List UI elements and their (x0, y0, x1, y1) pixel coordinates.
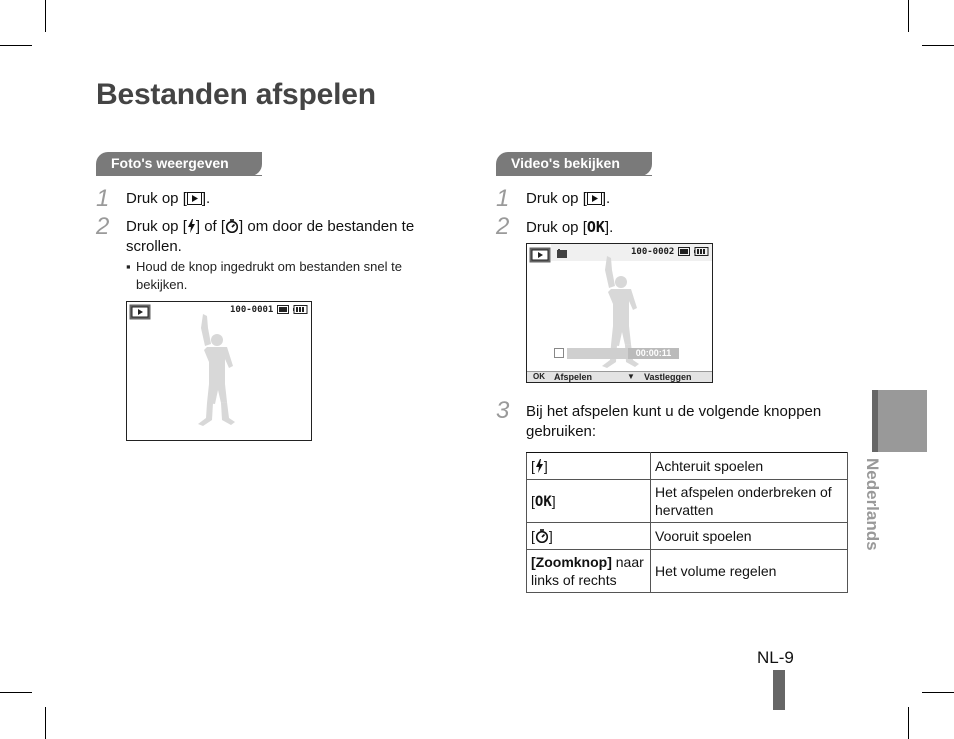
crop-mark (922, 45, 954, 46)
language-side-tab (872, 390, 927, 452)
step-text-part: ] of [ (195, 218, 226, 235)
step-text (526, 217, 613, 238)
page-number-bar (773, 670, 785, 710)
down-arrow-icon: ▼ (627, 372, 635, 381)
file-number: 100-0002 (631, 247, 675, 257)
play-key-label: Afspelen (554, 372, 593, 382)
step-text-part: ]. (201, 190, 211, 207)
step-number: 1 (496, 185, 510, 212)
crop-mark (45, 0, 46, 32)
bracket: ] (543, 458, 548, 474)
table-row (527, 453, 848, 480)
table-cell-key (527, 550, 651, 593)
play-icon (187, 192, 202, 205)
bullet-note: Houd de knop ingedrukt om bestanden snel te bekijken. (136, 259, 402, 292)
step-number: 1 (96, 185, 110, 212)
crop-mark (0, 692, 32, 693)
crop-mark (908, 0, 909, 32)
step-number: 3 (496, 397, 510, 424)
capture-key-label: Vastleggen (644, 372, 692, 382)
flash-icon (187, 219, 196, 233)
step-text: Bij het afspelen kunt u de volgende knoppen gebruiken: (526, 403, 822, 440)
bracket: [ (531, 492, 535, 509)
step-text-part: ]. (601, 190, 611, 207)
step-number: 2 (496, 213, 510, 240)
table-row (527, 550, 848, 593)
battery-icon (293, 305, 308, 314)
table-row (527, 523, 848, 550)
memory-icon (277, 305, 289, 314)
table-cell-desc: Achteruit spoelen (651, 453, 848, 480)
table-cell-key (527, 523, 651, 550)
section-tab-photos: Foto's weergeven (96, 152, 262, 176)
step-text-part: ]. (604, 219, 614, 236)
zoom-key-label: [Zoomknop] (531, 554, 612, 570)
play-icon (587, 192, 602, 205)
bracket: ] (548, 528, 553, 544)
section-tab-videos: Video's bekijken (496, 152, 652, 176)
step-text (526, 189, 610, 209)
bracket: ] (551, 492, 556, 509)
language-label: Nederlands (863, 458, 882, 551)
controls-table (526, 452, 848, 593)
crop-mark (0, 45, 32, 46)
table-cell-key (527, 453, 651, 480)
table-cell-desc: Vooruit spoelen (651, 523, 848, 550)
step-number: 2 (96, 213, 110, 240)
section-tab-underline (496, 175, 652, 176)
step-text-part: Druk op [ (126, 190, 187, 207)
ok-icon: OK (534, 493, 552, 510)
crop-mark (922, 692, 954, 693)
progress-time: 00:00:11 (628, 348, 679, 359)
crop-mark (45, 707, 46, 739)
ok-icon: OK (586, 218, 605, 236)
bracket: [ (531, 528, 535, 544)
timer-icon (225, 219, 239, 233)
page-number: NL-9 (757, 648, 794, 667)
step-text (126, 189, 210, 209)
ok-key-label: OK (533, 372, 545, 381)
stop-icon (554, 348, 564, 358)
table-cell-key (527, 480, 651, 523)
step-text-part: Druk op [ (126, 218, 187, 235)
bracket: [ (531, 458, 535, 474)
table-cell-desc: Het volume regelen (651, 550, 848, 593)
page-title: Bestanden afspelen (96, 78, 376, 111)
table-row (527, 480, 848, 523)
bullet-marker: ▪ (126, 259, 131, 274)
playback-mode-icon (529, 247, 551, 263)
section-tab-underline (96, 175, 262, 176)
timer-icon (535, 529, 549, 543)
playback-mode-icon (129, 304, 151, 320)
step-text-part: ] om door de bestanden te scrollen. (126, 218, 415, 255)
step-text-part: Druk op [ (526, 219, 587, 236)
camera-screen-video (526, 243, 713, 383)
step-text (126, 217, 456, 257)
flash-icon (535, 459, 544, 473)
person-silhouette (189, 314, 239, 428)
file-number: 100-0001 (230, 305, 274, 315)
crop-mark (908, 707, 909, 739)
zoom-key-direction: naar links of rechts (531, 554, 644, 588)
table-cell-desc: Het afspelen onderbreken of hervatten (651, 480, 848, 523)
step-text-part: Druk op [ (526, 190, 587, 207)
camera-screen-photo (126, 301, 312, 441)
language-side-tab-edge (872, 390, 878, 452)
